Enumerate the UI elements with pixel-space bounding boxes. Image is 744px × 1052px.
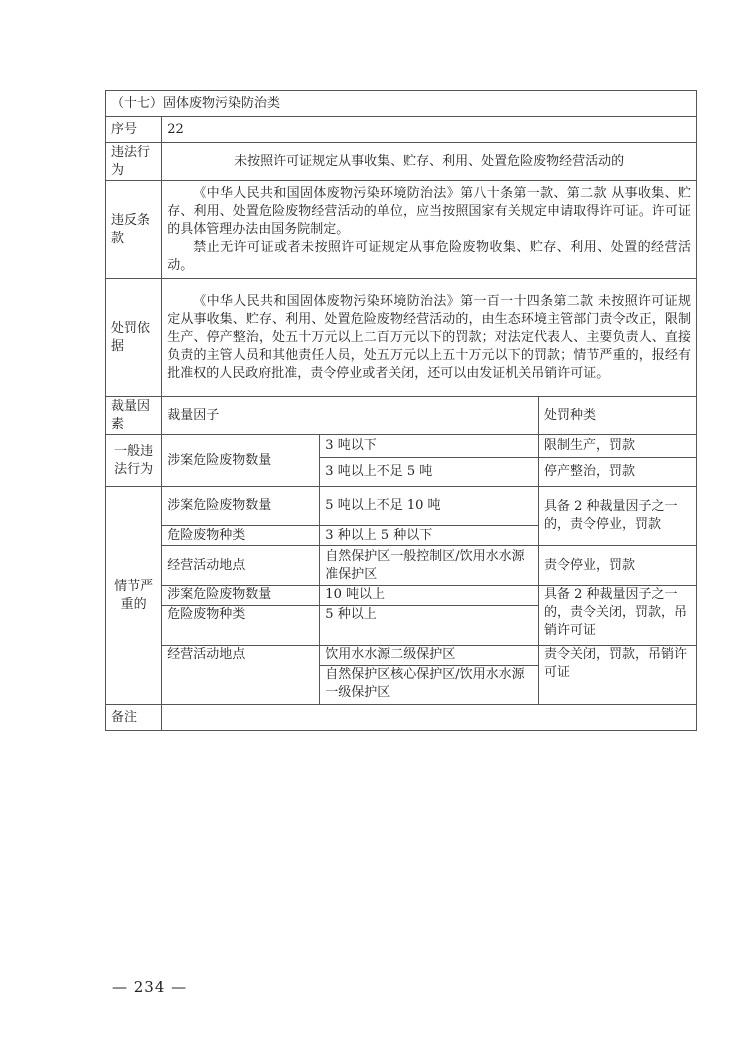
factor-header: 裁量因子 [162,397,539,435]
penalty-basis-label: 处罚依据 [106,279,162,397]
section-title-row [106,91,697,117]
serious-level: 10 吨以上 [320,586,539,606]
general-penalty: 限制生产，罚款 [538,435,696,458]
serious-level: 饮用水水源二级保护区 [320,646,539,666]
remarks-value [162,705,697,731]
serious-factor: 经营活动地点 [162,646,320,705]
violated-provisions-text [162,181,697,279]
general-factor: 涉案危险废物数量 [162,435,320,487]
penalty-basis-text [162,279,697,397]
serial-label: 序号 [106,117,162,143]
remarks-row [106,705,697,731]
violation-row [106,143,697,181]
serious-penalty: 具备 2 种裁量因子之一的，责令停业，罚款 [538,487,696,546]
serious-level: 5 吨以上不足 10 吨 [320,487,539,526]
provision-paragraph: 《中华人民共和国固体废物污染环境防治法》第八十条第一款、第二款 从事收集、贮存、利用、处置危险废物经营活动的单位，应当按照国家有关规定申请取得许可证。许可证的具体管理办法由国务院制定。 [167,185,691,237]
penalty-basis-paragraph: 《中华人民共和国固体废物污染环境防治法》第一百一十四条第二款 未按照许可证规定从事收集、贮存、利用、处置危险废物经营活动的，由生态环境主管部门责令改正，限制生产、停产整治，处五十万元以上二百万元以下的罚款；对法定代表人、主要负责人、直接负责的主管人员和其他责任人员，处五万元以上五十万元以下的罚款；情节严重的，报经有批准权的人民政府批准，责令停业或者关闭，还可以由发证机关吊销许可证。 [167,293,691,381]
section-title: （十七）固体废物污染防治类 [106,91,697,117]
penalty-basis-row [106,279,697,397]
general-level: 3 吨以下 [320,435,539,458]
serious-row [106,646,697,666]
remarks-label: 备注 [106,705,162,731]
serious-factor: 危险废物种类 [162,606,320,646]
general-row [106,435,697,458]
general-penalty: 停产整治，罚款 [538,458,696,487]
serious-level: 5 种以上 [320,606,539,646]
general-label: 一般违法行为 [106,435,162,487]
serious-penalty: 责令停业，罚款 [538,546,696,586]
serious-penalty: 责令关闭，罚款，吊销许可证 [538,646,696,705]
serious-factor: 涉案危险废物数量 [162,487,320,526]
violation-label: 违法行为 [106,143,162,181]
violated-provisions-row [106,181,697,279]
serious-row [106,487,697,526]
serious-level: 自然保护区核心保护区/饮用水水源一级保护区 [320,666,539,705]
serious-factor: 经营活动地点 [162,546,320,586]
serious-penalty: 具备 2 种裁量因子之一的，责令关闭，罚款，吊销许可证 [538,586,696,646]
serious-factor: 危险废物种类 [162,526,320,546]
serious-row [106,586,697,606]
serial-value: 22 [162,117,697,143]
serious-factor: 涉案危险废物数量 [162,586,320,606]
page-number: — 234 — [112,978,188,996]
serial-row [106,117,697,143]
serious-label: 情节严重的 [106,487,162,705]
provision-paragraph: 禁止无许可证或者未按照许可证规定从事危险废物收集、贮存、利用、处置的经营活动。 [167,239,691,273]
general-level: 3 吨以上不足 5 吨 [320,458,539,487]
penalty-header: 处罚种类 [538,397,696,435]
serious-row [106,546,697,586]
penalty-discretion-table [105,90,697,731]
violation-value: 未按照许可证规定从事收集、贮存、利用、处置危险废物经营活动的 [162,143,697,181]
serious-level: 自然保护区一般控制区/饮用水水源准保护区 [320,546,539,586]
discretion-label: 裁量因素 [106,397,162,435]
discretion-header-row [106,397,697,435]
serious-level: 3 种以上 5 种以下 [320,526,539,546]
violated-provisions-label: 违反条款 [106,181,162,279]
